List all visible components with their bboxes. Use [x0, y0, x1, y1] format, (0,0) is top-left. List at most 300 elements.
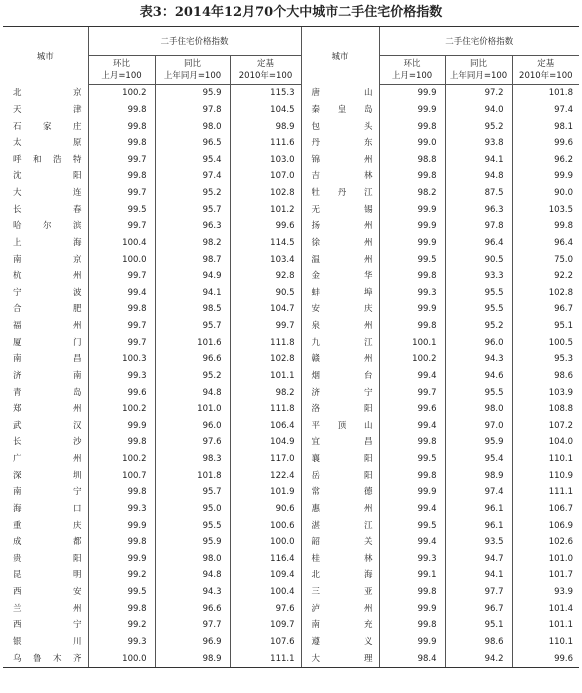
table-row — [3, 600, 579, 617]
mom-cell: 99.8 — [88, 102, 155, 119]
city-cell: 惠州 — [301, 501, 379, 518]
city-cell: 哈尔滨 — [13, 221, 82, 232]
base-cell: 75.0 — [512, 251, 579, 268]
city-cell: 扬州 — [301, 218, 379, 235]
table-body — [3, 85, 579, 668]
city-cell: 洛阳 — [301, 401, 379, 418]
table-row — [3, 85, 579, 102]
mom-cell: 99.4 — [379, 534, 445, 551]
base-cell: 106.4 — [230, 418, 301, 435]
yoy-cell: 95.5 — [445, 384, 512, 401]
yoy-cell: 90.5 — [445, 251, 512, 268]
city-cell: 呼和浩特 — [13, 154, 82, 165]
yoy-cell: 94.2 — [445, 650, 512, 667]
yoy-cell: 96.0 — [445, 334, 512, 351]
mom-cell: 99.5 — [379, 251, 445, 268]
mom-cell: 99.8 — [379, 434, 445, 451]
city-cell: 泉州 — [301, 318, 379, 335]
city-cell: 金华 — [301, 268, 379, 285]
city-cell: 赣州 — [301, 351, 379, 368]
table-row — [3, 634, 579, 651]
mom-cell: 99.9 — [379, 218, 445, 235]
base-cell: 97.6 — [230, 600, 301, 617]
mom-cell: 99.8 — [379, 617, 445, 634]
yoy-cell: 95.0 — [155, 501, 230, 518]
table-row — [3, 567, 579, 584]
mom-header-left: 环比 上月=100 — [88, 56, 155, 85]
city-cell: 济宁 — [301, 384, 379, 401]
yoy-cell: 94.8 — [155, 384, 230, 401]
mom-cell: 100.7 — [88, 467, 155, 484]
city-cell: 福州 — [13, 321, 82, 332]
mom-cell: 99.3 — [88, 501, 155, 518]
base-cell: 96.4 — [512, 235, 579, 252]
mom-cell: 99.9 — [379, 235, 445, 252]
base-cell: 102.8 — [230, 185, 301, 202]
base-cell: 104.9 — [230, 434, 301, 451]
city-cell: 青岛 — [13, 387, 82, 398]
mom-cell: 99.9 — [88, 517, 155, 534]
table-row — [3, 168, 579, 185]
table-row — [3, 268, 579, 285]
mom-cell: 99.5 — [379, 451, 445, 468]
base-cell: 98.1 — [512, 118, 579, 135]
base-cell: 117.0 — [230, 451, 301, 468]
mom-cell: 99.4 — [379, 418, 445, 435]
yoy-cell: 95.9 — [155, 534, 230, 551]
base-cell: 107.2 — [512, 418, 579, 435]
city-cell: 深圳 — [13, 470, 82, 481]
base-cell: 107.0 — [230, 168, 301, 185]
base-cell: 96.7 — [512, 301, 579, 318]
yoy-cell: 87.5 — [445, 185, 512, 202]
mom-cell: 100.4 — [88, 235, 155, 252]
base-cell: 122.4 — [230, 467, 301, 484]
yoy-cell: 94.6 — [445, 368, 512, 385]
city-cell: 牡丹江 — [301, 185, 379, 202]
yoy-cell: 98.3 — [155, 451, 230, 468]
city-cell: 长沙 — [13, 437, 82, 448]
mom-cell: 99.8 — [379, 118, 445, 135]
yoy-cell: 97.4 — [445, 484, 512, 501]
city-cell: 杭州 — [13, 271, 82, 282]
city-cell: 银川 — [13, 636, 82, 647]
yoy-cell: 95.4 — [155, 152, 230, 169]
yoy-cell: 95.2 — [445, 118, 512, 135]
base-cell: 111.1 — [512, 484, 579, 501]
mom-cell: 99.9 — [88, 418, 155, 435]
table-row — [3, 434, 579, 451]
base-cell: 102.8 — [230, 351, 301, 368]
yoy-cell: 101.8 — [155, 467, 230, 484]
city-cell: 宁波 — [13, 287, 82, 298]
base-cell: 106.9 — [512, 517, 579, 534]
yoy-cell: 95.4 — [445, 451, 512, 468]
table-row — [3, 285, 579, 302]
mom-cell: 99.6 — [88, 384, 155, 401]
yoy-cell: 94.3 — [155, 584, 230, 601]
base-cell: 95.1 — [512, 318, 579, 335]
city-cell: 九江 — [301, 334, 379, 351]
yoy-cell: 97.4 — [155, 168, 230, 185]
city-cell: 蚌埠 — [301, 285, 379, 302]
mom-cell: 99.8 — [379, 268, 445, 285]
city-cell: 西安 — [13, 587, 82, 598]
base-cell: 111.6 — [230, 135, 301, 152]
city-header-right: 城市 — [301, 27, 379, 85]
base-cell: 101.1 — [230, 368, 301, 385]
base-cell: 106.7 — [512, 501, 579, 518]
base-cell: 92.8 — [230, 268, 301, 285]
yoy-cell: 95.9 — [445, 434, 512, 451]
city-cell: 合肥 — [13, 304, 82, 315]
table-row — [3, 152, 579, 169]
mom-cell: 99.6 — [379, 401, 445, 418]
base-cell: 99.6 — [512, 650, 579, 667]
yoy-cell: 96.5 — [155, 135, 230, 152]
base-cell: 102.8 — [512, 285, 579, 302]
mom-cell: 98.8 — [379, 152, 445, 169]
mom-cell: 100.2 — [88, 451, 155, 468]
table-row — [3, 617, 579, 634]
city-cell: 上海 — [13, 237, 82, 248]
table-row — [3, 351, 579, 368]
city-cell: 遵义 — [301, 634, 379, 651]
mom-cell: 99.7 — [88, 334, 155, 351]
base-cell: 101.8 — [512, 85, 579, 102]
table-row — [3, 534, 579, 551]
city-cell: 北京 — [13, 88, 82, 99]
base-cell: 97.4 — [512, 102, 579, 119]
table-row — [3, 185, 579, 202]
yoy-cell: 97.6 — [155, 434, 230, 451]
city-cell: 襄阳 — [301, 451, 379, 468]
city-cell: 安庆 — [301, 301, 379, 318]
city-cell: 西宁 — [13, 620, 82, 631]
index-group-header-right: 二手住宅价格指数 — [379, 27, 579, 56]
mom-cell: 100.0 — [88, 251, 155, 268]
base-cell: 109.7 — [230, 617, 301, 634]
mom-cell: 99.8 — [88, 534, 155, 551]
yoy-cell: 94.0 — [445, 102, 512, 119]
city-cell: 泸州 — [301, 600, 379, 617]
base-cell: 100.0 — [230, 534, 301, 551]
yoy-cell: 96.1 — [445, 501, 512, 518]
mom-cell: 99.7 — [88, 152, 155, 169]
base-cell: 111.8 — [230, 401, 301, 418]
base-cell: 100.4 — [230, 584, 301, 601]
base-cell: 98.9 — [230, 118, 301, 135]
table-row — [3, 418, 579, 435]
yoy-cell: 95.2 — [155, 185, 230, 202]
table-row — [3, 451, 579, 468]
mom-cell: 99.8 — [88, 135, 155, 152]
base-cell: 101.7 — [512, 567, 579, 584]
table-row — [3, 401, 579, 418]
yoy-cell: 101.0 — [155, 401, 230, 418]
base-cell: 107.6 — [230, 634, 301, 651]
mom-cell: 99.2 — [88, 567, 155, 584]
city-cell: 重庆 — [13, 520, 82, 531]
city-cell: 锦州 — [301, 152, 379, 169]
base-cell: 100.5 — [512, 334, 579, 351]
yoy-cell: 94.1 — [445, 567, 512, 584]
city-cell: 三亚 — [301, 584, 379, 601]
city-cell: 丹东 — [301, 135, 379, 152]
base-cell: 101.1 — [512, 617, 579, 634]
yoy-cell: 94.7 — [445, 551, 512, 568]
mom-cell: 99.8 — [379, 318, 445, 335]
mom-cell: 99.3 — [88, 368, 155, 385]
mom-cell: 99.8 — [88, 118, 155, 135]
base-cell: 96.2 — [512, 152, 579, 169]
yoy-cell: 97.8 — [445, 218, 512, 235]
mom-cell: 99.8 — [379, 168, 445, 185]
city-cell: 湛江 — [301, 517, 379, 534]
city-cell: 太原 — [13, 138, 82, 149]
yoy-cell: 98.9 — [445, 467, 512, 484]
mom-cell: 99.4 — [379, 368, 445, 385]
base-cell: 101.9 — [230, 484, 301, 501]
base-cell: 104.7 — [230, 301, 301, 318]
mom-cell: 99.8 — [88, 301, 155, 318]
yoy-cell: 96.7 — [445, 600, 512, 617]
city-cell: 吉林 — [301, 168, 379, 185]
mom-cell: 99.5 — [379, 517, 445, 534]
yoy-cell: 98.2 — [155, 235, 230, 252]
base-cell: 111.8 — [230, 334, 301, 351]
mom-cell: 99.9 — [379, 600, 445, 617]
city-cell: 海口 — [13, 503, 82, 514]
yoy-cell: 95.7 — [155, 201, 230, 218]
yoy-cell: 95.7 — [155, 318, 230, 335]
yoy-cell: 98.7 — [155, 251, 230, 268]
mom-cell: 99.4 — [379, 501, 445, 518]
mom-cell: 99.4 — [88, 285, 155, 302]
mom-cell: 99.7 — [88, 318, 155, 335]
yoy-cell: 94.8 — [445, 168, 512, 185]
city-cell: 兰州 — [13, 603, 82, 614]
base-cell: 104.0 — [512, 434, 579, 451]
yoy-cell: 93.3 — [445, 268, 512, 285]
table-row — [3, 484, 579, 501]
base-cell: 100.6 — [230, 517, 301, 534]
table-row — [3, 517, 579, 534]
table-row — [3, 318, 579, 335]
table-row — [3, 218, 579, 235]
mom-cell: 99.7 — [379, 384, 445, 401]
table-row — [3, 467, 579, 484]
city-cell: 大连 — [13, 188, 82, 199]
mom-cell: 100.1 — [379, 334, 445, 351]
base-cell: 103.9 — [512, 384, 579, 401]
city-cell: 石家庄 — [13, 121, 82, 132]
mom-cell: 99.5 — [88, 201, 155, 218]
mom-header-right: 环比 上月=100 — [379, 56, 445, 85]
base-cell: 90.5 — [230, 285, 301, 302]
mom-cell: 99.9 — [379, 634, 445, 651]
yoy-cell: 94.3 — [445, 351, 512, 368]
yoy-cell: 94.1 — [445, 152, 512, 169]
yoy-cell: 98.9 — [155, 650, 230, 667]
mom-cell: 99.8 — [88, 434, 155, 451]
city-cell: 昆明 — [13, 570, 82, 581]
base-cell: 102.6 — [512, 534, 579, 551]
mom-cell: 99.8 — [88, 484, 155, 501]
base-cell: 98.2 — [230, 384, 301, 401]
mom-cell: 99.5 — [88, 584, 155, 601]
city-cell: 徐州 — [301, 235, 379, 252]
yoy-cell: 95.7 — [155, 484, 230, 501]
base-cell: 111.1 — [230, 650, 301, 667]
yoy-cell: 96.4 — [445, 235, 512, 252]
base-header-left: 定基 2010年=100 — [230, 56, 301, 85]
city-cell: 无锡 — [301, 201, 379, 218]
yoy-cell: 97.7 — [445, 584, 512, 601]
mom-cell: 99.9 — [379, 102, 445, 119]
table-row — [3, 235, 579, 252]
base-cell: 99.7 — [230, 318, 301, 335]
base-header-right: 定基 2010年=100 — [512, 56, 579, 85]
table-title: 表3：2014年12月70个大中城市二手住宅价格指数 — [139, 5, 443, 20]
mom-cell: 99.2 — [88, 617, 155, 634]
mom-cell: 98.4 — [379, 650, 445, 667]
yoy-cell: 97.0 — [445, 418, 512, 435]
base-cell: 90.0 — [512, 185, 579, 202]
base-cell: 101.0 — [512, 551, 579, 568]
mom-cell: 99.8 — [379, 584, 445, 601]
mom-cell: 99.9 — [379, 301, 445, 318]
base-cell: 98.6 — [512, 368, 579, 385]
base-cell: 110.1 — [512, 634, 579, 651]
city-cell: 常德 — [301, 484, 379, 501]
city-cell: 北海 — [301, 567, 379, 584]
yoy-cell: 97.2 — [445, 85, 512, 102]
city-cell: 唐山 — [301, 85, 379, 102]
base-cell: 99.6 — [512, 135, 579, 152]
base-cell: 101.2 — [230, 201, 301, 218]
city-cell: 烟台 — [301, 368, 379, 385]
yoy-cell: 98.6 — [445, 634, 512, 651]
city-cell: 南昌 — [13, 354, 82, 365]
mom-cell: 100.2 — [88, 401, 155, 418]
base-cell: 93.9 — [512, 584, 579, 601]
yoy-cell: 97.8 — [155, 102, 230, 119]
yoy-cell: 97.7 — [155, 617, 230, 634]
yoy-cell: 95.5 — [445, 285, 512, 302]
yoy-cell: 95.5 — [155, 517, 230, 534]
city-cell: 郑州 — [13, 404, 82, 415]
city-cell: 厦门 — [13, 337, 82, 348]
table-row — [3, 368, 579, 385]
mom-cell: 99.7 — [88, 218, 155, 235]
city-cell: 岳阳 — [301, 467, 379, 484]
mom-cell: 100.2 — [88, 85, 155, 102]
table-row — [3, 551, 579, 568]
base-cell: 92.2 — [512, 268, 579, 285]
base-cell: 103.0 — [230, 152, 301, 169]
city-cell: 韶关 — [301, 534, 379, 551]
base-cell: 90.6 — [230, 501, 301, 518]
city-cell: 宜昌 — [301, 434, 379, 451]
base-cell: 95.3 — [512, 351, 579, 368]
mom-cell: 99.8 — [379, 467, 445, 484]
yoy-cell: 95.2 — [445, 318, 512, 335]
city-cell: 包头 — [301, 118, 379, 135]
yoy-header-right: 同比 上年同月=100 — [445, 56, 512, 85]
mom-cell: 99.9 — [379, 201, 445, 218]
base-cell: 109.4 — [230, 567, 301, 584]
mom-cell: 99.3 — [88, 634, 155, 651]
yoy-cell: 96.9 — [155, 634, 230, 651]
mom-cell: 100.0 — [88, 650, 155, 667]
city-cell: 南充 — [301, 617, 379, 634]
yoy-cell: 98.0 — [155, 118, 230, 135]
base-cell: 101.4 — [512, 600, 579, 617]
table-row — [3, 584, 579, 601]
yoy-cell: 94.9 — [155, 268, 230, 285]
yoy-cell: 93.5 — [445, 534, 512, 551]
city-cell: 桂林 — [301, 551, 379, 568]
city-cell: 平顶山 — [301, 418, 379, 435]
table-row — [3, 334, 579, 351]
yoy-header-left: 同比 上年同月=100 — [155, 56, 230, 85]
yoy-cell: 94.1 — [155, 285, 230, 302]
city-cell: 济南 — [13, 370, 82, 381]
yoy-cell: 96.0 — [155, 418, 230, 435]
table-row — [3, 102, 579, 119]
base-cell: 104.5 — [230, 102, 301, 119]
city-cell: 秦皇岛 — [301, 102, 379, 119]
yoy-cell: 95.5 — [445, 301, 512, 318]
city-cell: 沈阳 — [13, 171, 82, 182]
mom-cell: 99.8 — [88, 168, 155, 185]
yoy-cell: 93.8 — [445, 135, 512, 152]
mom-cell: 99.0 — [379, 135, 445, 152]
base-cell: 110.9 — [512, 467, 579, 484]
base-cell: 99.6 — [230, 218, 301, 235]
mom-cell: 99.9 — [88, 551, 155, 568]
city-cell: 武汉 — [13, 420, 82, 431]
yoy-cell: 101.6 — [155, 334, 230, 351]
mom-cell: 98.2 — [379, 185, 445, 202]
mom-cell: 99.3 — [379, 285, 445, 302]
base-cell: 115.3 — [230, 85, 301, 102]
table-row — [3, 251, 579, 268]
yoy-cell: 96.6 — [155, 600, 230, 617]
city-cell: 成都 — [13, 537, 82, 548]
table-row — [3, 650, 579, 667]
table-row — [3, 118, 579, 135]
city-cell: 温州 — [301, 251, 379, 268]
base-cell: 99.8 — [512, 218, 579, 235]
mom-cell: 99.8 — [88, 600, 155, 617]
city-cell: 南宁 — [13, 487, 82, 498]
city-cell: 大理 — [301, 650, 379, 667]
yoy-cell: 98.0 — [155, 551, 230, 568]
city-cell: 天津 — [13, 104, 82, 115]
city-header-left: 城市 — [3, 27, 88, 85]
table-row — [3, 301, 579, 318]
mom-cell: 99.9 — [379, 484, 445, 501]
mom-cell: 99.3 — [379, 551, 445, 568]
base-cell: 110.1 — [512, 451, 579, 468]
yoy-cell: 95.9 — [155, 85, 230, 102]
table-row — [3, 384, 579, 401]
city-cell: 乌鲁木齐 — [3, 650, 88, 667]
yoy-cell: 96.3 — [445, 201, 512, 218]
mom-cell: 100.3 — [88, 351, 155, 368]
